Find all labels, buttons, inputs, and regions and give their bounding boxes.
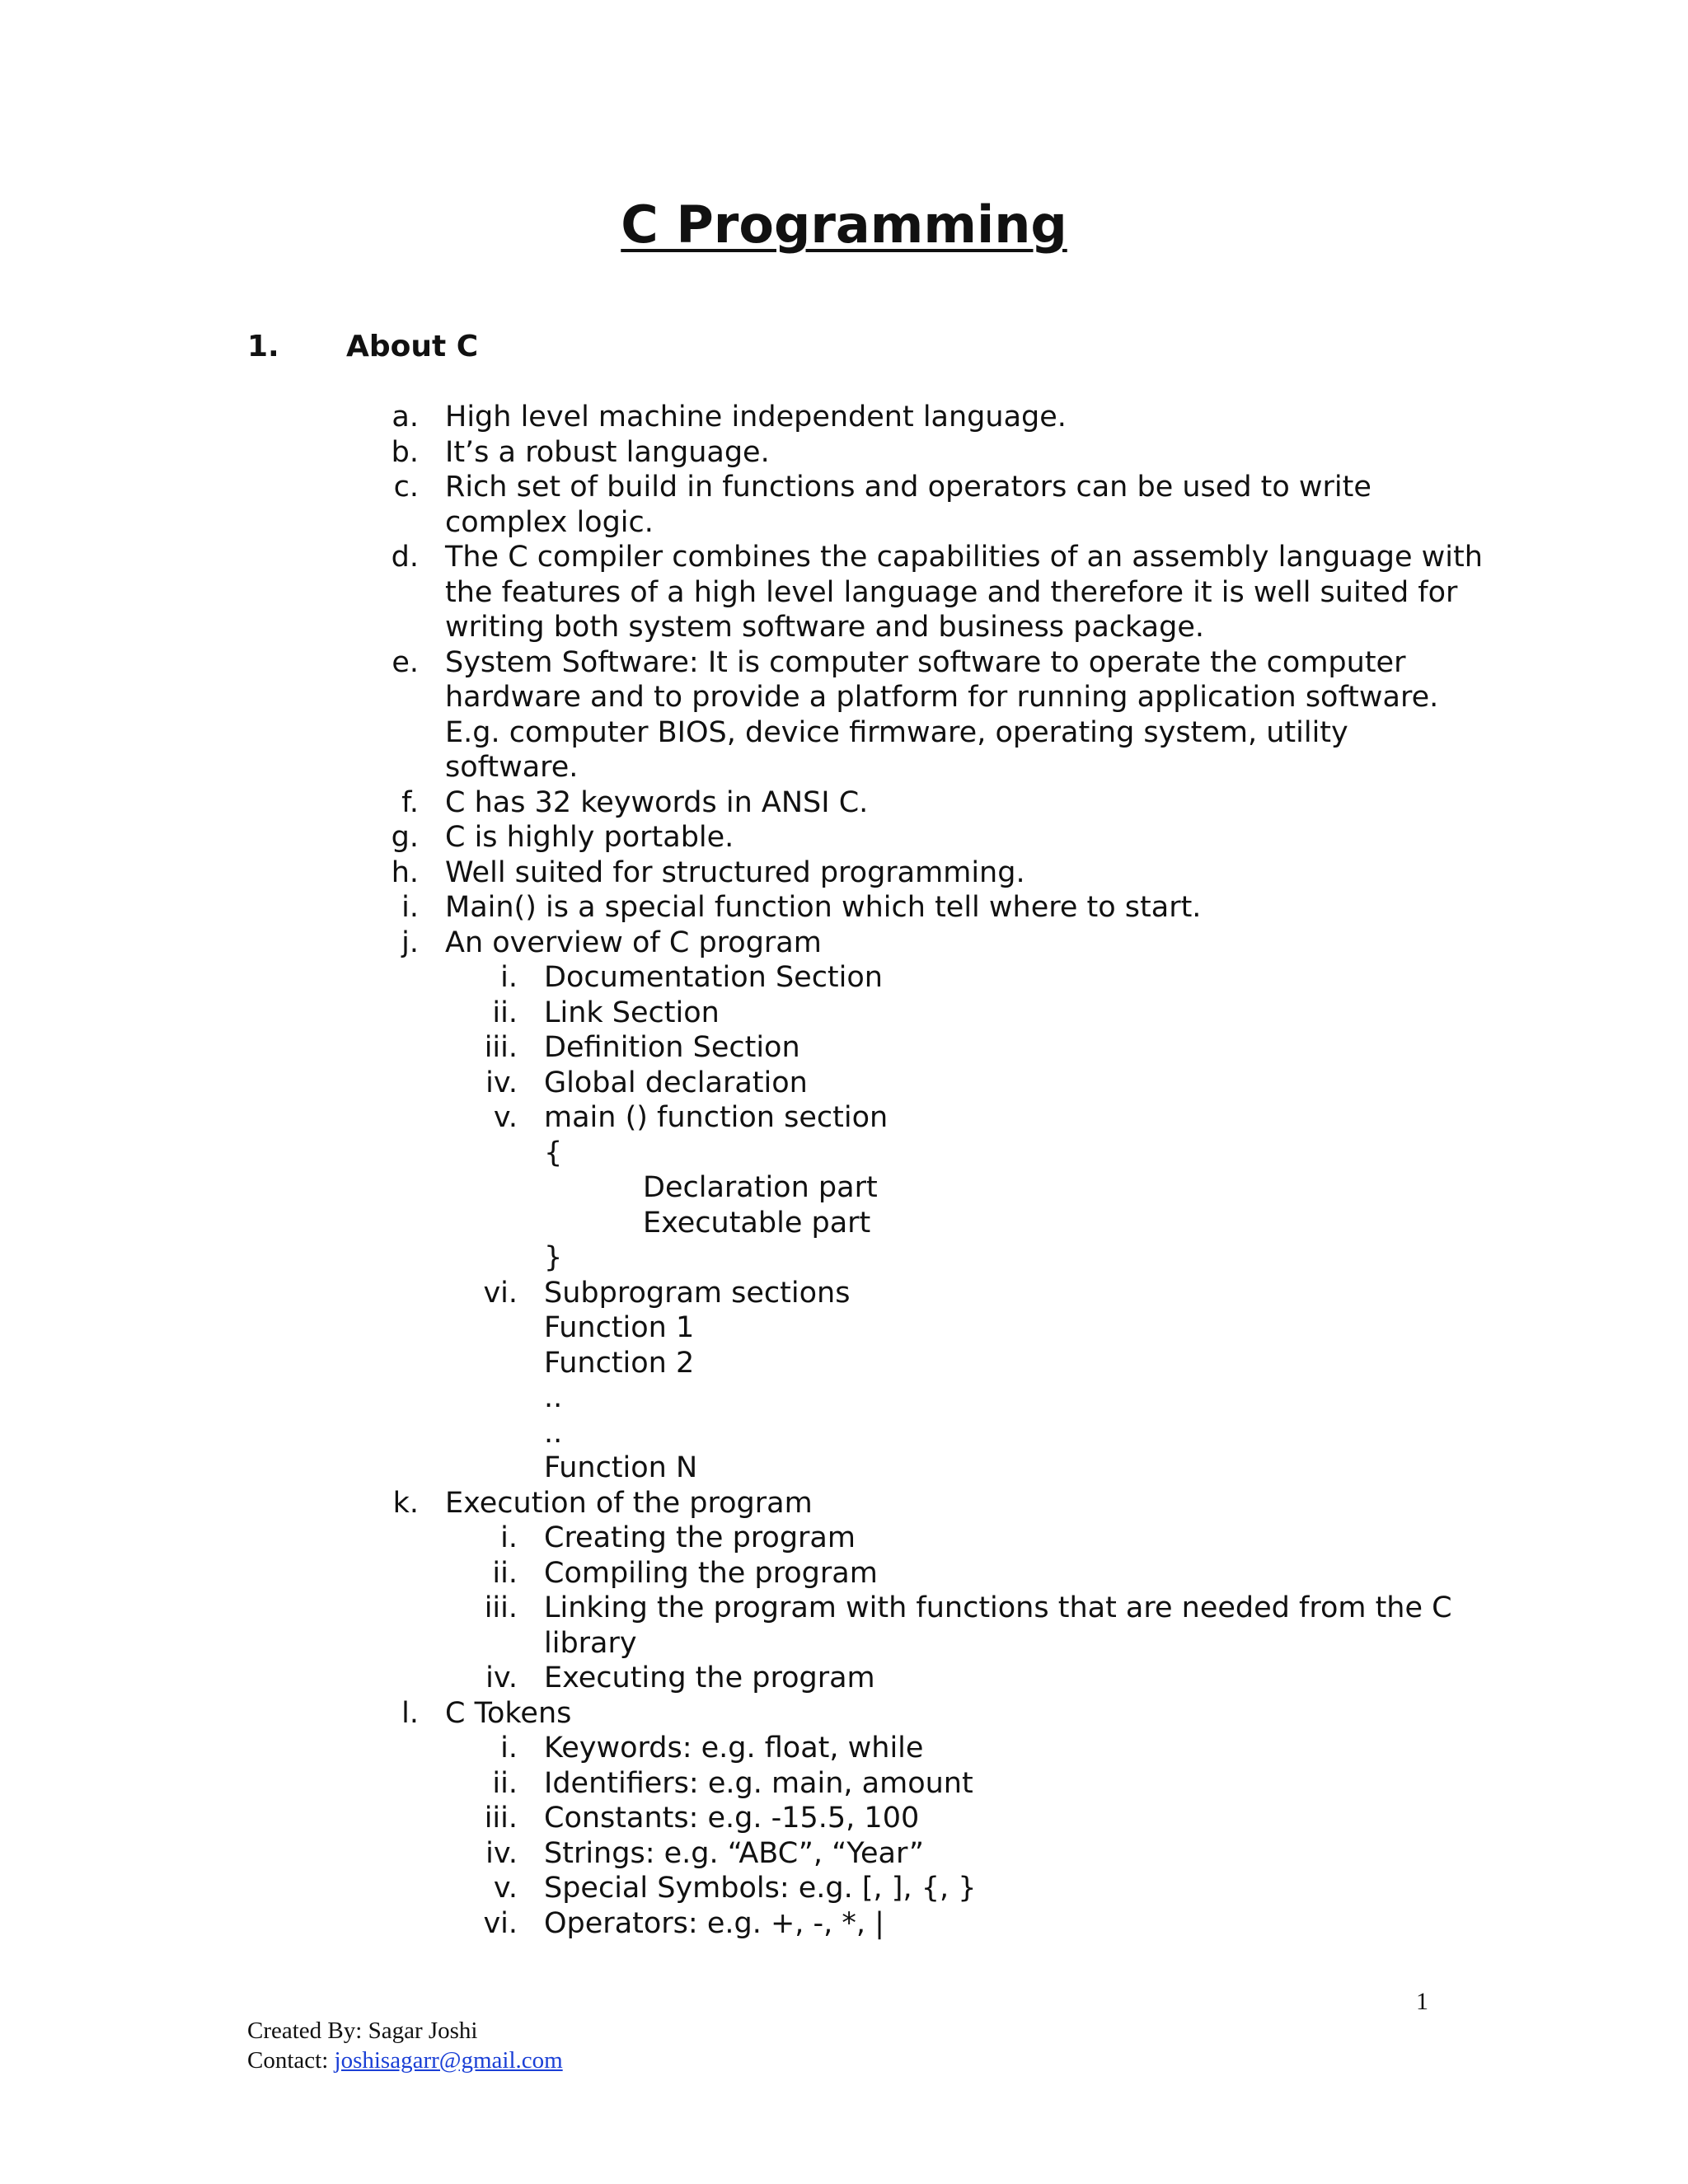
sub-list-item <box>0 1346 1688 1381</box>
sub-item-text: Compiling the program <box>544 1556 878 1590</box>
sub-item-text: Link Section <box>544 996 720 1029</box>
sub-list-item <box>0 1310 1688 1346</box>
item-label: i. <box>401 891 419 924</box>
sub-list-item <box>0 1801 1688 1836</box>
sub-list-item <box>0 1731 1688 1766</box>
list-item <box>0 785 1688 821</box>
sub-item-label: iv. <box>485 1661 518 1694</box>
list-item <box>0 470 1688 505</box>
sub-item-text: Special Symbols: e.g. [, ], {, } <box>544 1872 977 1905</box>
code-part-text: Executable part <box>643 1206 871 1240</box>
item-label: h. <box>391 855 419 889</box>
sub-item-text: Definition Section <box>544 1031 800 1064</box>
sub-item-text: { <box>544 1136 563 1169</box>
sub-list-item <box>0 1136 1688 1171</box>
sub-item-text: .. <box>544 1381 563 1414</box>
sub-list-item <box>0 1030 1688 1066</box>
list-item <box>0 400 1688 435</box>
item-label: f. <box>401 785 419 819</box>
sub-list-item <box>0 996 1688 1031</box>
sub-list-item <box>0 1240 1688 1276</box>
item-text: the features of a high level language and therefore it is well suited for <box>445 575 1458 609</box>
code-part <box>0 1206 1688 1241</box>
sub-item-label: i. <box>500 961 518 994</box>
code-part-text: Declaration part <box>643 1171 878 1204</box>
item-text: Execution of the program <box>445 1486 813 1520</box>
sub-list-item <box>0 1100 1688 1136</box>
item-label: k. <box>392 1486 419 1520</box>
sub-item-label: ii. <box>492 1766 518 1800</box>
sub-item-text: Function 1 <box>544 1311 695 1344</box>
list-item <box>0 645 1688 681</box>
footer <box>247 2016 563 2075</box>
sub-item-label: iii. <box>484 1802 518 1835</box>
sub-item-text: } <box>544 1241 563 1274</box>
list-item <box>0 1486 1688 1521</box>
list-item <box>0 680 1688 715</box>
code-part <box>0 1170 1688 1206</box>
item-text: An overview of C program <box>445 926 822 959</box>
item-label: g. <box>391 821 419 854</box>
item-label: j. <box>401 926 419 959</box>
sub-item-text: main () function section <box>544 1101 889 1134</box>
item-text: It’s a robust language. <box>445 435 770 469</box>
sub-list-item <box>0 1416 1688 1451</box>
item-text: complex logic. <box>445 505 654 539</box>
sub-list-item <box>0 1451 1688 1486</box>
item-text: The C compiler combines the capabilities of an assembly language with <box>445 541 1483 574</box>
sub-item-label: i. <box>500 1732 518 1765</box>
sub-list-item <box>0 1871 1688 1906</box>
item-label: l. <box>401 1696 419 1730</box>
page-title: C Programming <box>621 194 1067 255</box>
sub-item-label: vi. <box>483 1906 518 1940</box>
list-item <box>0 855 1688 891</box>
sub-item-label: ii. <box>492 1556 518 1590</box>
sub-list-item <box>0 1276 1688 1311</box>
list-item <box>0 505 1688 541</box>
item-text: Well suited for structured programming. <box>445 855 1025 889</box>
sub-item-label: ii. <box>492 996 518 1029</box>
sub-item-text: Function N <box>544 1451 698 1484</box>
item-label: c. <box>393 471 419 504</box>
item-label: b. <box>391 435 419 469</box>
section-number: 1. <box>247 330 279 363</box>
sub-item-text: library <box>544 1626 637 1660</box>
sub-item-text: Documentation Section <box>544 961 883 994</box>
item-text: hardware and to provide a platform for running application software. <box>445 681 1439 714</box>
list-item <box>0 1696 1688 1732</box>
sub-item-label: iii. <box>484 1591 518 1624</box>
list-item <box>0 750 1688 785</box>
sub-list-item <box>0 1380 1688 1416</box>
contact-email-link[interactable]: joshisagarr@gmail.com <box>334 2047 563 2074</box>
sub-list-item <box>0 1556 1688 1591</box>
item-text: software. <box>445 751 579 784</box>
item-text: Rich set of build in functions and operators can be used to write <box>445 471 1372 504</box>
list-item <box>0 610 1688 645</box>
sub-list-item <box>0 1661 1688 1696</box>
sub-list-item <box>0 1836 1688 1872</box>
sub-list-item <box>0 1591 1688 1626</box>
item-text: High level machine independent language. <box>445 401 1067 434</box>
list-item <box>0 926 1688 961</box>
item-label: e. <box>392 645 419 679</box>
item-text: Main() is a special function which tell where to start. <box>445 891 1202 924</box>
sub-item-text: Strings: e.g. “ABC”, “Year” <box>544 1836 924 1870</box>
list-item <box>0 435 1688 471</box>
sub-item-label: v. <box>493 1101 518 1134</box>
sub-item-text: Subprogram sections <box>544 1276 851 1310</box>
outline-list <box>0 400 1688 1941</box>
item-text: C has 32 keywords in ANSI C. <box>445 785 869 819</box>
item-text: C is highly portable. <box>445 821 734 854</box>
list-item <box>0 820 1688 855</box>
sub-item-text: Creating the program <box>544 1521 856 1554</box>
item-text: E.g. computer BIOS, device firmware, operating system, utility <box>445 715 1348 749</box>
footer-contact <box>247 2046 563 2075</box>
sub-item-label: iv. <box>485 1066 518 1099</box>
sub-item-label: iii. <box>484 1031 518 1064</box>
footer-author: Created By: Sagar Joshi <box>247 2018 478 2044</box>
list-item <box>0 575 1688 611</box>
section-title: About C <box>346 330 479 363</box>
sub-item-text: Executing the program <box>544 1661 875 1694</box>
sub-item-text: Global declaration <box>544 1066 808 1099</box>
sub-item-label: vi. <box>483 1276 518 1310</box>
sub-item-label: i. <box>500 1521 518 1554</box>
sub-item-text: Operators: e.g. +, -, *, | <box>544 1906 884 1940</box>
sub-item-label: iv. <box>485 1836 518 1870</box>
list-item <box>0 715 1688 751</box>
sub-list-item <box>0 1766 1688 1802</box>
sub-item-label: v. <box>493 1872 518 1905</box>
sub-item-text: Identifiers: e.g. main, amount <box>544 1766 973 1800</box>
sub-item-text: Function 2 <box>544 1346 695 1380</box>
sub-list-item <box>0 1906 1688 1942</box>
footer-contact-label: Contact: <box>247 2047 335 2074</box>
item-text: C Tokens <box>445 1696 572 1730</box>
sub-list-item <box>0 1626 1688 1661</box>
sub-list-item <box>0 960 1688 996</box>
sub-item-text: .. <box>544 1416 563 1450</box>
list-item <box>0 890 1688 926</box>
item-text: writing both system software and business package. <box>445 611 1204 644</box>
sub-list-item <box>0 1521 1688 1556</box>
item-label: d. <box>391 541 419 574</box>
sub-list-item <box>0 1066 1688 1101</box>
sub-item-text: Constants: e.g. -15.5, 100 <box>544 1802 920 1835</box>
sub-item-text: Keywords: e.g. float, while <box>544 1732 924 1765</box>
sub-item-text: Linking the program with functions that are needed from the C <box>544 1591 1452 1624</box>
item-label: a. <box>392 401 419 434</box>
list-item <box>0 540 1688 575</box>
page-number: 1 <box>1416 1988 1428 2015</box>
item-text: System Software: It is computer software to operate the computer <box>445 645 1406 679</box>
